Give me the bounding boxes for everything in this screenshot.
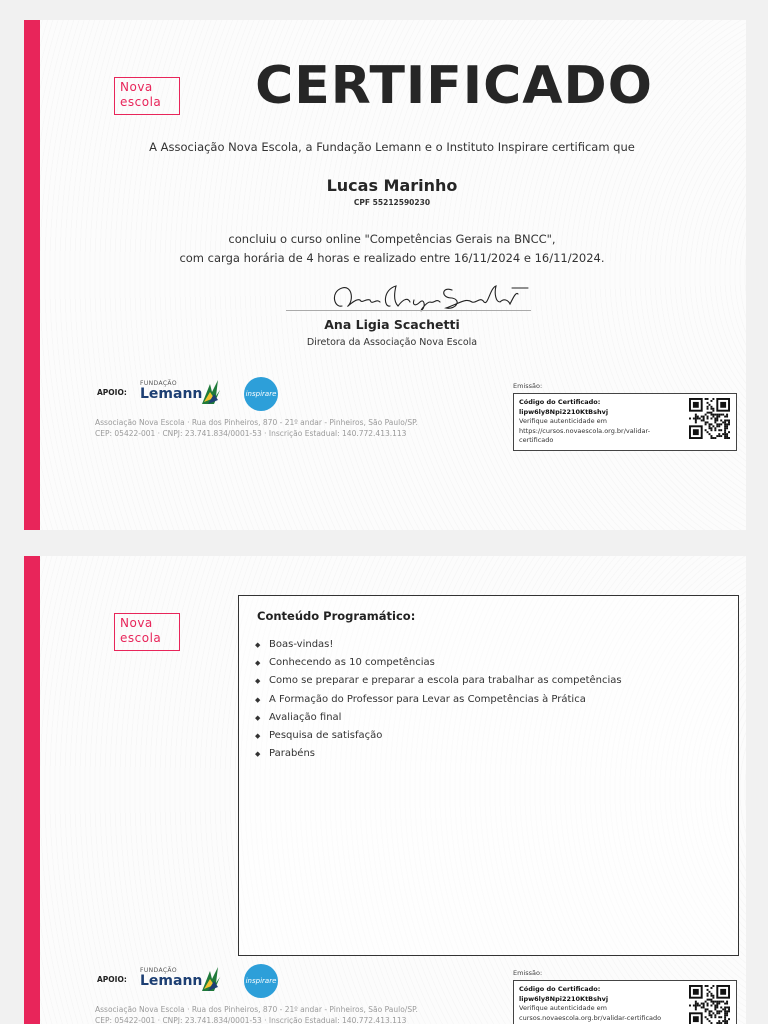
signer-name: Ana Ligia Scachetti [324,317,460,332]
verify-text: Verifique autenticidade em [519,417,607,425]
qr-code-icon [689,985,730,1024]
brand-stripe [24,556,40,1024]
emissao-label: Emissão: [513,382,543,390]
recipient-name: Lucas Marinho [326,176,458,195]
address-line-2: CEP: 05422-001 · CNPJ: 23.741.834/0001-53 · Inscrição Estadual: 140.772.413.113 [95,1016,407,1024]
list-item: ◆ Boas-vindas! [255,636,622,654]
verify-url: cursos.novaescola.org.br/validar-certificado [519,1013,662,1022]
lemann-big-text: Lemann [140,973,203,989]
logo-text-line1: Nova [120,616,153,630]
certificate-code: lipw6ly8Npi2210KtBshvj [519,994,609,1003]
lemann-emblem-icon [198,378,222,406]
list-item: ◆ Parabéns [255,745,622,763]
completion-line-2: com carga horária de 4 horas e realizado entre 16/11/2024 e 16/11/2024. [179,251,605,265]
logo-text-line2: escola [120,631,162,645]
fundacao-lemann-logo [140,380,202,401]
lemann-small-text: FUNDAÇÃO [140,380,177,387]
inspirare-logo: inspirare [244,377,278,411]
certificate-code: lipw6ly8Npi2210KtBshvj [519,407,609,416]
address-line-1: Associação Nova Escola · Rua dos Pinheiros, 870 - 21º andar - Pinheiros, São Paulo/SP. [95,1005,418,1014]
list-item: ◆ Como se preparar e preparar a escola para trabalhar as competências [255,672,622,690]
handwritten-signature [312,280,532,314]
address-block [95,417,418,439]
lemann-small-text: FUNDAÇÃO [140,967,177,974]
nova-escola-logo [114,77,180,115]
lemann-big-text: Lemann [140,386,203,402]
certificate-code-box [513,393,737,451]
certificate-title: CERTIFICADO [255,56,653,116]
logo-text-line2: escola [120,95,162,109]
inspirare-logo: inspirare [244,964,278,998]
recipient-cpf: CPF 55212590230 [353,198,431,207]
apoio-label: APOIO: [97,388,127,397]
address-line-1: Associação Nova Escola · Rua dos Pinheiros, 870 - 21º andar - Pinheiros, São Paulo/SP. [95,418,418,427]
qr-code-icon [689,398,730,439]
address-block [95,1004,418,1024]
completion-line-1: concluiu o curso online "Competências Gerais na BNCC", [228,232,556,246]
code-label: Código do Certificado: [519,985,601,993]
signature-line [286,310,531,311]
list-item: ◆ Pesquisa de satisfação [255,727,622,745]
signer-role: Diretora da Associação Nova Escola [306,337,478,348]
logo-text-line1: Nova [120,80,153,94]
certificate-footer [24,375,746,465]
completion-text [24,230,746,268]
nova-escola-logo [114,613,180,651]
list-item: ◆ Avaliação final [255,709,622,727]
certificate-page-1 [24,20,746,530]
certificate-code-box [513,980,737,1024]
list-item: ◆ A Formação do Professor para Levar as Competências à Prática [255,691,622,709]
certificate-page-2 [24,556,746,1024]
lemann-emblem-icon [198,965,222,993]
fundacao-lemann-logo [140,967,202,988]
verify-url-part1: https://cursos.novaescola.org.br/validar- [519,426,651,435]
list-item: ◆ Conhecendo as 10 competências [255,654,622,672]
verify-url-part2: certificado [519,436,554,444]
address-line-2: CEP: 05422-001 · CNPJ: 23.741.834/0001-53 · Inscrição Estadual: 140.772.413.113 [95,429,407,438]
program-list [255,636,622,763]
certificate-intro: A Associação Nova Escola, a Fundação Lemann e o Instituto Inspirare certificam que [149,140,635,154]
program-title: Conteúdo Programático: [257,609,416,623]
program-content-box [238,595,739,956]
certificate-footer [24,962,746,1024]
verify-text: Verifique autenticidade em [519,1004,607,1012]
apoio-label: APOIO: [97,975,127,984]
emissao-label: Emissão: [513,969,543,977]
code-label: Código do Certificado: [519,398,601,406]
